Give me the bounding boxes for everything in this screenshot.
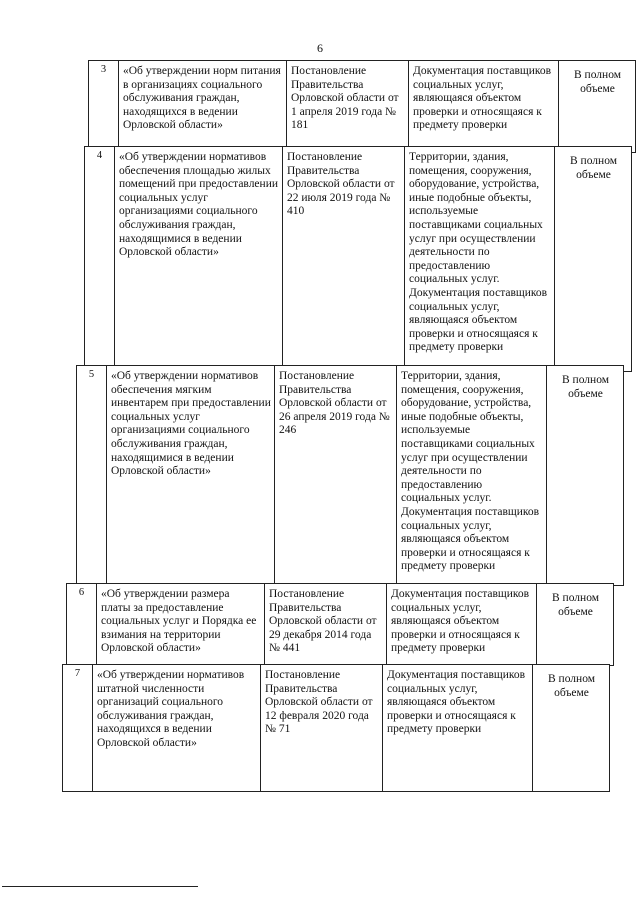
inspection-objects: Территории, здания, помещения, сооружения, оборудование, устройства, иные подобные объекты, используемые поставщиками социальных услуг при осуществлении деятельности по предоставлению социальных услуг. Документация поставщиков социальных услуг, являющаяся объектом проверки и относящаяся к предмету проверки [405,147,555,371]
table-row [66,583,614,666]
inspection-scope: В полном объеме [548,673,595,699]
act-reference: Постановление Правительства Орловской области от 22 июля 2019 года № 410 [283,147,405,371]
row-number: 7 [63,665,93,791]
footer-divider [2,886,198,887]
act-title: «Об утверждении нормативов обеспечения мягким инвентарем при предоставлении социальных услуг организациями социального обслуживания граждан, находящимися в ведении Орловской области» [107,366,275,585]
row-number: 4 [85,147,115,371]
table-row [76,365,624,586]
act-title: «Об утверждении норм питания в организациях социального обслуживания граждан, находящихся в ведении Орловской области» [119,61,287,152]
row-number: 3 [89,61,119,152]
act-reference: Постановление Правительства Орловской области от 29 декабря 2014 года № 441 [265,584,387,665]
row-number: 5 [77,366,107,585]
inspection-objects: Документация поставщиков социальных услуг, являющаяся объектом проверки и относящаяся к предмету проверки [409,61,559,152]
row-number: 6 [67,584,97,665]
table-row [84,146,632,372]
act-title: «Об утверждении нормативов штатной численности организаций социального обслуживания граждан, находящихся в ведении Орловской области» [93,665,261,791]
inspection-scope: В полном объеме [570,155,617,181]
inspection-scope: В полном объеме [574,69,621,95]
inspection-scope: В полном объеме [552,592,599,618]
inspection-objects: Документация поставщиков социальных услуг, являющаяся объектом проверки и относящаяся к предмету проверки [383,665,533,791]
inspection-scope: В полном объеме [562,374,609,400]
inspection-objects: Документация поставщиков социальных услуг, являющаяся объектом проверки и относящаяся к предмету проверки [387,584,537,665]
act-reference: Постановление Правительства Орловской области от 12 февраля 2020 года № 71 [261,665,383,791]
act-reference: Постановление Правительства Орловской области от 1 апреля 2019 года № 181 [287,61,409,152]
act-title: «Об утверждении нормативов обеспечения площадью жилых помещений при предоставлении социальных услуг организациями социального обслуживания граждан, находящимися в ведении Орловской области» [115,147,283,371]
act-title: «Об утверждении размера платы за предоставление социальных услуг и Порядка ее взимания на территории Орловской области» [97,584,265,665]
table-row [62,664,610,792]
page-number: 6 [317,41,323,55]
table-row [88,60,636,153]
inspection-objects: Территории, здания, помещения, сооружения, оборудование, устройства, иные подобные объекты, используемые поставщиками социальных услуг при осуществлении деятельности по предоставлению социальных услуг. Документация поставщиков социальных услуг, являющаяся объектом проверки и относящаяся к предмету проверки [397,366,547,585]
act-reference: Постановление Правительства Орловской области от 26 апреля 2019 года № 246 [275,366,397,585]
